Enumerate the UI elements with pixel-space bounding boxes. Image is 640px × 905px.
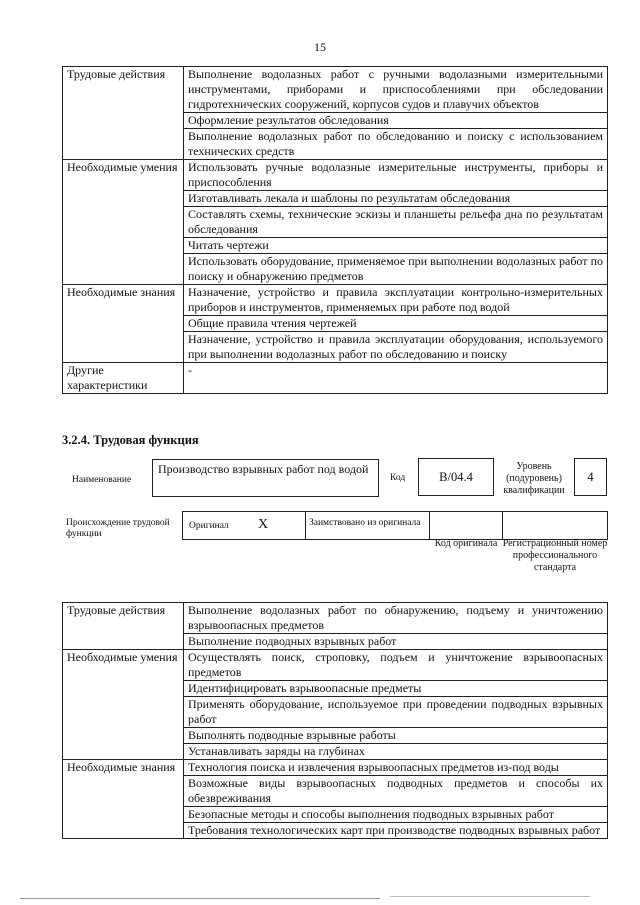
row-group-label: Необходимые умения — [63, 160, 184, 285]
row-item: Идентифицировать взрывоопасные предметы — [184, 681, 608, 697]
row-item: Общие правила чтения чертежей — [184, 316, 608, 332]
level-label: Уровень (подуровень) квалификации — [503, 461, 565, 496]
row-group-label: Необходимые знания — [63, 760, 184, 839]
level-box — [574, 458, 607, 496]
row-item: Назначение, устройство и правила эксплуатации оборудования, используемого при выполнении водолазных работ по обследованию и поиску — [184, 332, 608, 363]
table-row — [63, 160, 608, 191]
row-item: Требования технологических карт при производстве подводных взрывных работ — [184, 823, 608, 839]
original-mark: X — [258, 517, 269, 532]
function-code-value: B/04.4 — [439, 469, 473, 484]
original-label: Оригинал — [189, 521, 229, 531]
row-item: Применять оборудование, используемое при проведении подводных взрывных работ — [184, 697, 608, 728]
table-row — [63, 603, 608, 634]
scan-edge-line — [20, 898, 380, 899]
table-row — [63, 650, 608, 681]
row-item: Изготавливать лекала и шаблоны по результатам обследования — [184, 191, 608, 207]
origin-label: Происхождение трудовой функции — [66, 518, 170, 539]
requirements-table-2 — [62, 602, 608, 839]
row-item: Составлять схемы, технические эскизы и планшеты рельефа дна по результатам обследования — [184, 207, 608, 238]
row-item: Выполнять подводные взрывные работы — [184, 728, 608, 744]
table-row — [63, 363, 608, 394]
requirements-table-1 — [62, 66, 608, 394]
function-name-box — [152, 459, 379, 497]
table-row — [63, 285, 608, 316]
row-item: Возможные виды взрывоопасных подводных предметов и способы их обезвреживания — [184, 776, 608, 807]
code-original-caption: Код оригинала — [434, 538, 498, 549]
function-name-value: Производство взрывных работ под водой — [158, 462, 369, 476]
scan-edge-line — [390, 896, 590, 897]
row-item: Устанавливать заряды на глубинах — [184, 744, 608, 760]
code-label: Код — [390, 473, 406, 483]
row-item: Оформление результатов обследования — [184, 113, 608, 129]
origin-code-cell — [429, 511, 503, 540]
reg-number-caption: Регистрационный номер профессионального стандарта — [502, 538, 608, 573]
row-item: Использовать ручные водолазные измерительные инструменты, приборы и приспособления — [184, 160, 608, 191]
row-item: Выполнение подводных взрывных работ — [184, 634, 608, 650]
row-group-label: Необходимые умения — [63, 650, 184, 760]
row-item: Назначение, устройство и правила эксплуатации контрольно-измерительных приборов и инструментов, применяемых при работе под водой — [184, 285, 608, 316]
row-group-label: Необходимые знания — [63, 285, 184, 363]
row-item: Выполнение водолазных работ по обследованию и поиску с использованием технических средств — [184, 129, 608, 160]
row-group-label: Трудовые действия — [63, 67, 184, 160]
origin-original-cell — [182, 511, 306, 540]
function-code-box — [418, 458, 494, 496]
row-item: Технология поиска и извлечения взрывоопасных предметов из-под воды — [184, 760, 608, 776]
row-item: Выполнение водолазных работ с ручными водолазными измерительными инструментами, приборами и приспособлениями при обследовании гидротехнических сооружений, корпусов судов и плавучих объектов — [184, 67, 608, 113]
row-item: Читать чертежи — [184, 238, 608, 254]
origin-reg-cell — [502, 511, 608, 540]
table-row — [63, 760, 608, 776]
row-item: Выполнение водолазных работ по обнаружению, подъему и уничтожению взрывоопасных предметов — [184, 603, 608, 634]
name-label: Наименование — [72, 475, 132, 485]
row-item: Осуществлять поиск, строповку, подъем и уничтожение взрывоопасных предметов — [184, 650, 608, 681]
borrowed-label: Заимствовано из оригинала — [309, 518, 421, 528]
origin-borrowed-cell — [305, 511, 430, 540]
level-value: 4 — [587, 469, 594, 484]
page-number: 15 — [314, 40, 326, 54]
row-group-label: Трудовые действия — [63, 603, 184, 650]
section-title: 3.2.4. Трудовая функция — [62, 433, 199, 447]
row-group-label: Другие характеристики — [63, 363, 184, 394]
table-row — [63, 67, 608, 113]
row-item: - — [184, 363, 608, 394]
row-item: Использовать оборудование, применяемое при выполнении водолазных работ по поиску и обнаружению предметов — [184, 254, 608, 285]
row-item: Безопасные методы и способы выполнения подводных взрывных работ — [184, 807, 608, 823]
